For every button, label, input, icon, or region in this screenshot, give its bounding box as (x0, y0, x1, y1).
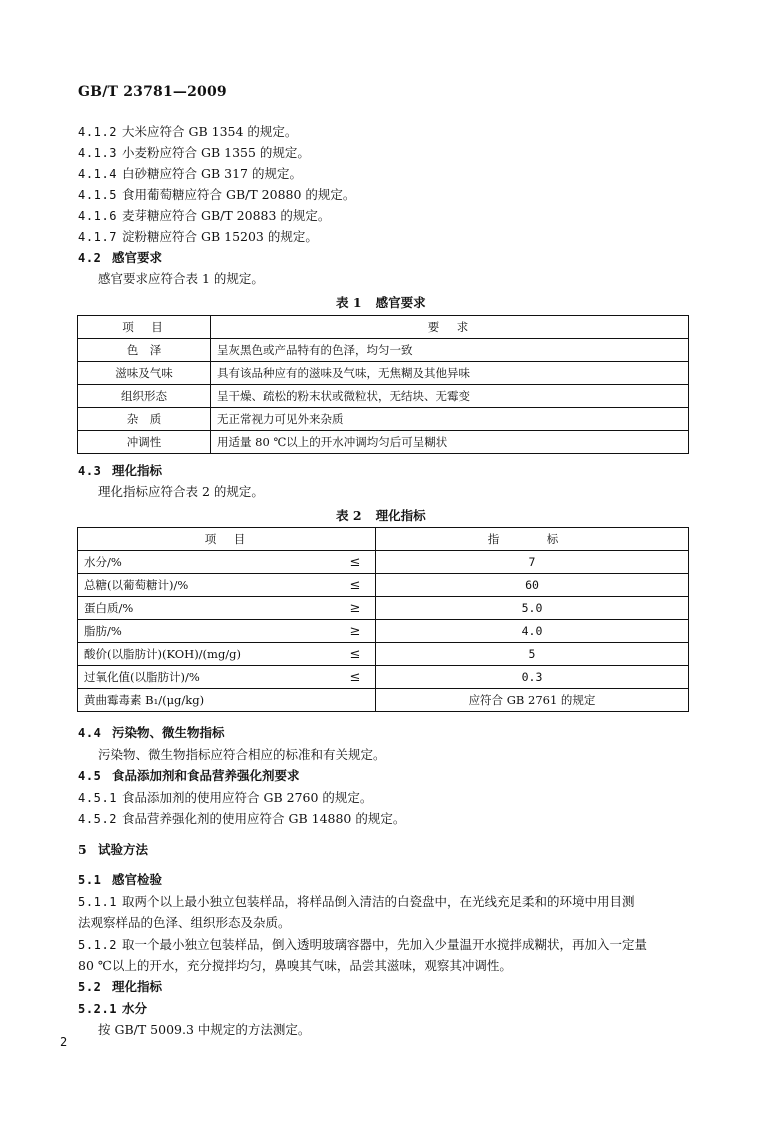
table-cell-value: 7 (376, 551, 689, 574)
clause-4-1-6 (78, 208, 330, 224)
clause-5-1-1-line1 (78, 894, 635, 910)
section-number: 5.1 (78, 873, 102, 887)
table-cell-item: 组织形态 (78, 385, 211, 408)
section-number: 4.4 (78, 726, 102, 740)
table-cell-operator: ≤ (335, 574, 376, 597)
clause-number: 4.1.7 (78, 230, 118, 244)
table-header-row (78, 316, 689, 339)
table-cell-item: 水分/% (78, 551, 336, 574)
section-4-2-heading (78, 250, 162, 266)
section-4-4-body: 污染物、微生物指标应符合相应的标准和有关规定。 (98, 747, 386, 762)
table-cell-item: 冲调性 (78, 431, 211, 454)
table-row (78, 551, 689, 574)
clause-number: 4.1.2 (78, 125, 118, 139)
table-row (78, 431, 689, 454)
table-cell-operator: ≤ (335, 666, 376, 689)
section-title: 理化指标 (112, 979, 163, 994)
table-cell-value: 0.3 (376, 666, 689, 689)
section-4-4-heading (78, 725, 225, 741)
table2-caption (336, 506, 426, 524)
table-row (78, 643, 689, 666)
clause-4-1-2 (78, 124, 297, 140)
clause-text: 食用葡萄糖应符合 GB/T 20880 的规定。 (122, 187, 356, 202)
table-cell-operator: ≥ (335, 597, 376, 620)
table1-caption (336, 293, 426, 311)
clause-title: 水分 (122, 1001, 148, 1016)
table-row (78, 574, 689, 597)
table-cell-item: 色 泽 (78, 339, 211, 362)
sensory-requirements-table (77, 315, 689, 454)
clause-number: 4.5.2 (78, 812, 118, 826)
section-5-1-heading (78, 872, 162, 888)
column-header-indicator: 指 标 (376, 528, 689, 551)
clause-4-5-2 (78, 811, 405, 827)
table-cell-value: 应符合 GB 2761 的规定 (376, 689, 689, 712)
table-header-row (78, 528, 689, 551)
table-row (78, 597, 689, 620)
chapter-number: 5 (78, 842, 87, 857)
clause-text: 食品添加剂的使用应符合 GB 2760 的规定。 (122, 790, 373, 805)
table-cell-requirement: 呈灰黑色或产品特有的色泽，均匀一致 (211, 339, 689, 362)
clause-number: 4.1.6 (78, 209, 118, 223)
section-number: 4.3 (78, 464, 102, 478)
section-4-3-body: 理化指标应符合表 2 的规定。 (98, 484, 264, 499)
table-cell-requirement: 用适量 80 ℃以上的开水冲调均匀后可呈糊状 (211, 431, 689, 454)
table-cell-item: 总糖(以葡萄糖计)/% (78, 574, 336, 597)
clause-text: 麦芽糖应符合 GB/T 20883 的规定。 (122, 208, 331, 223)
table1-caption-number: 表 1 (336, 295, 362, 310)
table-cell-item: 脂肪/% (78, 620, 336, 643)
clause-4-1-7 (78, 229, 318, 245)
table-cell-requirement: 具有该品种应有的滋味及气味，无焦糊及其他异味 (211, 362, 689, 385)
section-4-5-heading (78, 768, 300, 784)
clause-5-2-1-body: 按 GB/T 5009.3 中规定的方法测定。 (98, 1022, 311, 1037)
table-cell-value: 4.0 (376, 620, 689, 643)
physicochemical-indicators-table (77, 527, 689, 712)
section-title: 感官要求 (112, 250, 163, 265)
table-cell-value: 5.0 (376, 597, 689, 620)
chapter-5-heading (78, 842, 148, 858)
table-cell-item: 蛋白质/% (78, 597, 336, 620)
table-row (78, 385, 689, 408)
table-cell-operator: ≤ (335, 551, 376, 574)
clause-text: 取一个最小独立包装样品，倒入透明玻璃容器中，先加入少量温开水搅拌成糊状，再加入一定量 (122, 937, 648, 952)
section-title: 污染物、微生物指标 (112, 725, 225, 740)
table-cell-operator (335, 689, 376, 712)
doc-code-header: GB/T 23781—2009 (78, 84, 227, 100)
clause-number: 4.5.1 (78, 791, 118, 805)
table-row (78, 666, 689, 689)
clause-4-1-3 (78, 145, 310, 161)
table-cell-item: 过氧化值(以脂肪计)/% (78, 666, 336, 689)
clause-text: 小麦粉应符合 GB 1355 的规定。 (122, 145, 310, 160)
clause-number: 5.2.1 (78, 1002, 118, 1016)
table-cell-operator: ≤ (335, 643, 376, 666)
clause-5-2-1-heading (78, 1001, 147, 1017)
clause-number: 4.1.5 (78, 188, 118, 202)
clause-5-1-2-line1 (78, 937, 647, 953)
clause-4-1-4 (78, 166, 302, 182)
column-header-requirement: 要 求 (211, 316, 689, 339)
table1-caption-title: 感官要求 (375, 295, 426, 310)
table-cell-value: 5 (376, 643, 689, 666)
section-number: 4.2 (78, 251, 102, 265)
clause-number: 4.1.3 (78, 146, 118, 160)
section-number: 5.2 (78, 980, 102, 994)
clause-5-1-2-line2: 80 ℃以上的开水，充分搅拌均匀，鼻嗅其气味，品尝其滋味，观察其冲调性。 (78, 958, 512, 973)
section-4-3-heading (78, 463, 162, 479)
table-row (78, 620, 689, 643)
table-row (78, 339, 689, 362)
clause-5-1-1-line2: 法观察样品的色泽、组织形态及杂质。 (78, 915, 291, 930)
clause-text: 大米应符合 GB 1354 的规定。 (122, 124, 298, 139)
table-cell-requirement: 呈干燥、疏松的粉末状或微粒状，无结块、无霉变 (211, 385, 689, 408)
section-number: 4.5 (78, 769, 102, 783)
table-cell-value: 60 (376, 574, 689, 597)
column-header-item: 项 目 (78, 528, 376, 551)
table-cell-item: 酸价(以脂肪计)(KOH)/(mg/g) (78, 643, 336, 666)
clause-text: 白砂糖应符合 GB 317 的规定。 (122, 166, 302, 181)
table-row (78, 689, 689, 712)
clause-text: 食品营养强化剂的使用应符合 GB 14880 的规定。 (122, 811, 406, 826)
section-4-2-body: 感官要求应符合表 1 的规定。 (98, 271, 264, 286)
table-cell-operator: ≥ (335, 620, 376, 643)
section-title: 食品添加剂和食品营养强化剂要求 (112, 768, 300, 783)
clause-number: 4.1.4 (78, 167, 118, 181)
clause-4-1-5 (78, 187, 355, 203)
page-number: 2 (60, 1035, 68, 1049)
column-header-item: 项 目 (78, 316, 211, 339)
chapter-title: 试验方法 (98, 842, 149, 857)
clause-number: 5.1.2 (78, 938, 118, 952)
clause-text: 淀粉糖应符合 GB 15203 的规定。 (122, 229, 318, 244)
table2-caption-number: 表 2 (336, 508, 362, 523)
table-row (78, 362, 689, 385)
table-row (78, 408, 689, 431)
section-title: 理化指标 (112, 463, 163, 478)
table2-caption-title: 理化指标 (375, 508, 426, 523)
clause-4-5-1 (78, 790, 372, 806)
section-5-2-heading (78, 979, 162, 995)
table-cell-requirement: 无正常视力可见外来杂质 (211, 408, 689, 431)
table-cell-item: 黄曲霉毒素 B₁/(μg/kg) (78, 689, 336, 712)
table-cell-item: 杂 质 (78, 408, 211, 431)
section-title: 感官检验 (112, 872, 163, 887)
clause-text: 取两个以上最小独立包装样品，将样品倒入清洁的白瓷盘中，在光线充足柔和的环境中用目测 (122, 894, 635, 909)
clause-number: 5.1.1 (78, 895, 118, 909)
table-cell-item: 滋味及气味 (78, 362, 211, 385)
